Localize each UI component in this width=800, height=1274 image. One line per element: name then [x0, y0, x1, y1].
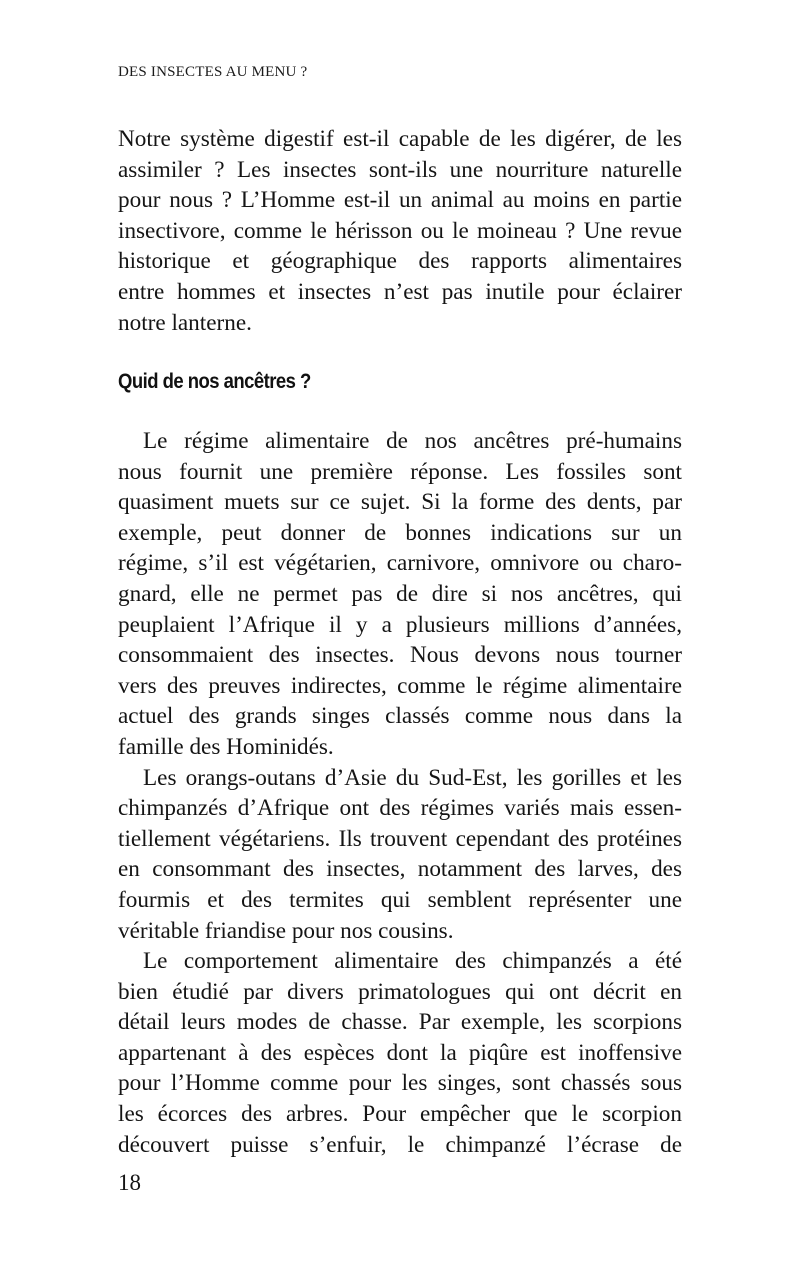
section-heading: Quid de nos ancêtres ?	[118, 370, 311, 393]
text-line: régime, s’il est végétarien, carnivore, omnivore ou charo-	[118, 550, 682, 577]
text-line: détail leurs modes de chasse. Par exemple, les scorpions	[118, 1009, 682, 1036]
text-line: gnard, elle ne permet pas de dire si nos ancêtres, qui	[118, 580, 682, 607]
text-line: tiellement végétariens. Ils trouvent cependant des protéines	[118, 825, 682, 852]
text-line: fourmis et des termites qui semblent représenter une	[118, 886, 682, 913]
text-line: consommaient des insectes. Nous devons nous tourner	[118, 642, 682, 669]
text-line: chimpanzés d’Afrique ont des régimes variés mais essen-	[118, 795, 682, 822]
running-head: DES INSECTES AU MENU ?	[118, 64, 308, 80]
page-number: 18	[118, 1170, 141, 1195]
text-line: véritable friandise pour nos cousins.	[118, 917, 454, 944]
text-line: actuel des grands singes classés comme nous dans la	[118, 703, 682, 730]
text-line: peuplaient l’Afrique il y a plusieurs millions d’années,	[118, 611, 682, 638]
text-line: assimiler ? Les insectes sont-ils une nourriture naturelle	[118, 156, 682, 183]
section-body	[118, 426, 682, 1160]
text-line: quasiment muets sur ce sujet. Si la forme des dents, par	[118, 489, 682, 516]
text-line: Le comportement alimentaire des chimpanzés a été	[143, 948, 682, 975]
intro-paragraph	[118, 124, 682, 338]
body-paragraph	[118, 426, 682, 763]
body-paragraph	[118, 946, 682, 1160]
text-line: les écorces des arbres. Pour empêcher que le scorpion	[118, 1101, 682, 1128]
body-paragraph	[118, 763, 682, 947]
text-line: nous fournit une première réponse. Les fossiles sont	[118, 458, 682, 485]
text-line: notre lanterne.	[118, 309, 252, 336]
text-line: appartenant à des espèces dont la piqûre est inoffensive	[118, 1039, 682, 1066]
text-line: bien étudié par divers primatologues qui ont décrit en	[118, 978, 682, 1005]
text-line: famille des Hominidés.	[118, 733, 334, 760]
text-line: insectivore, comme le hérisson ou le moineau ? Une revue	[118, 217, 682, 244]
text-line: vers des preuves indirectes, comme le régime alimentaire	[118, 672, 682, 699]
text-line: entre hommes et insectes n’est pas inutile pour éclairer	[118, 278, 682, 305]
text-line: découvert puisse s’enfuir, le chimpanzé l’écrase de	[118, 1131, 682, 1158]
text-line: Les orangs-outans d’Asie du Sud-Est, les gorilles et les	[143, 764, 682, 791]
text-line: pour l’Homme comme pour les singes, sont chassés sous	[118, 1070, 682, 1097]
text-line: Le régime alimentaire de nos ancêtres pré-humains	[143, 428, 682, 454]
text-line: exemple, peut donner de bonnes indications sur un	[118, 519, 682, 546]
text-line: en consommant des insectes, notamment des larves, des	[118, 856, 682, 883]
text-line: Notre système digestif est-il capable de les digérer, de les	[118, 126, 682, 152]
text-line: historique et géographique des rapports alimentaires	[118, 248, 682, 275]
text-line: pour nous ? L’Homme est-il un animal au moins en partie	[118, 187, 682, 214]
